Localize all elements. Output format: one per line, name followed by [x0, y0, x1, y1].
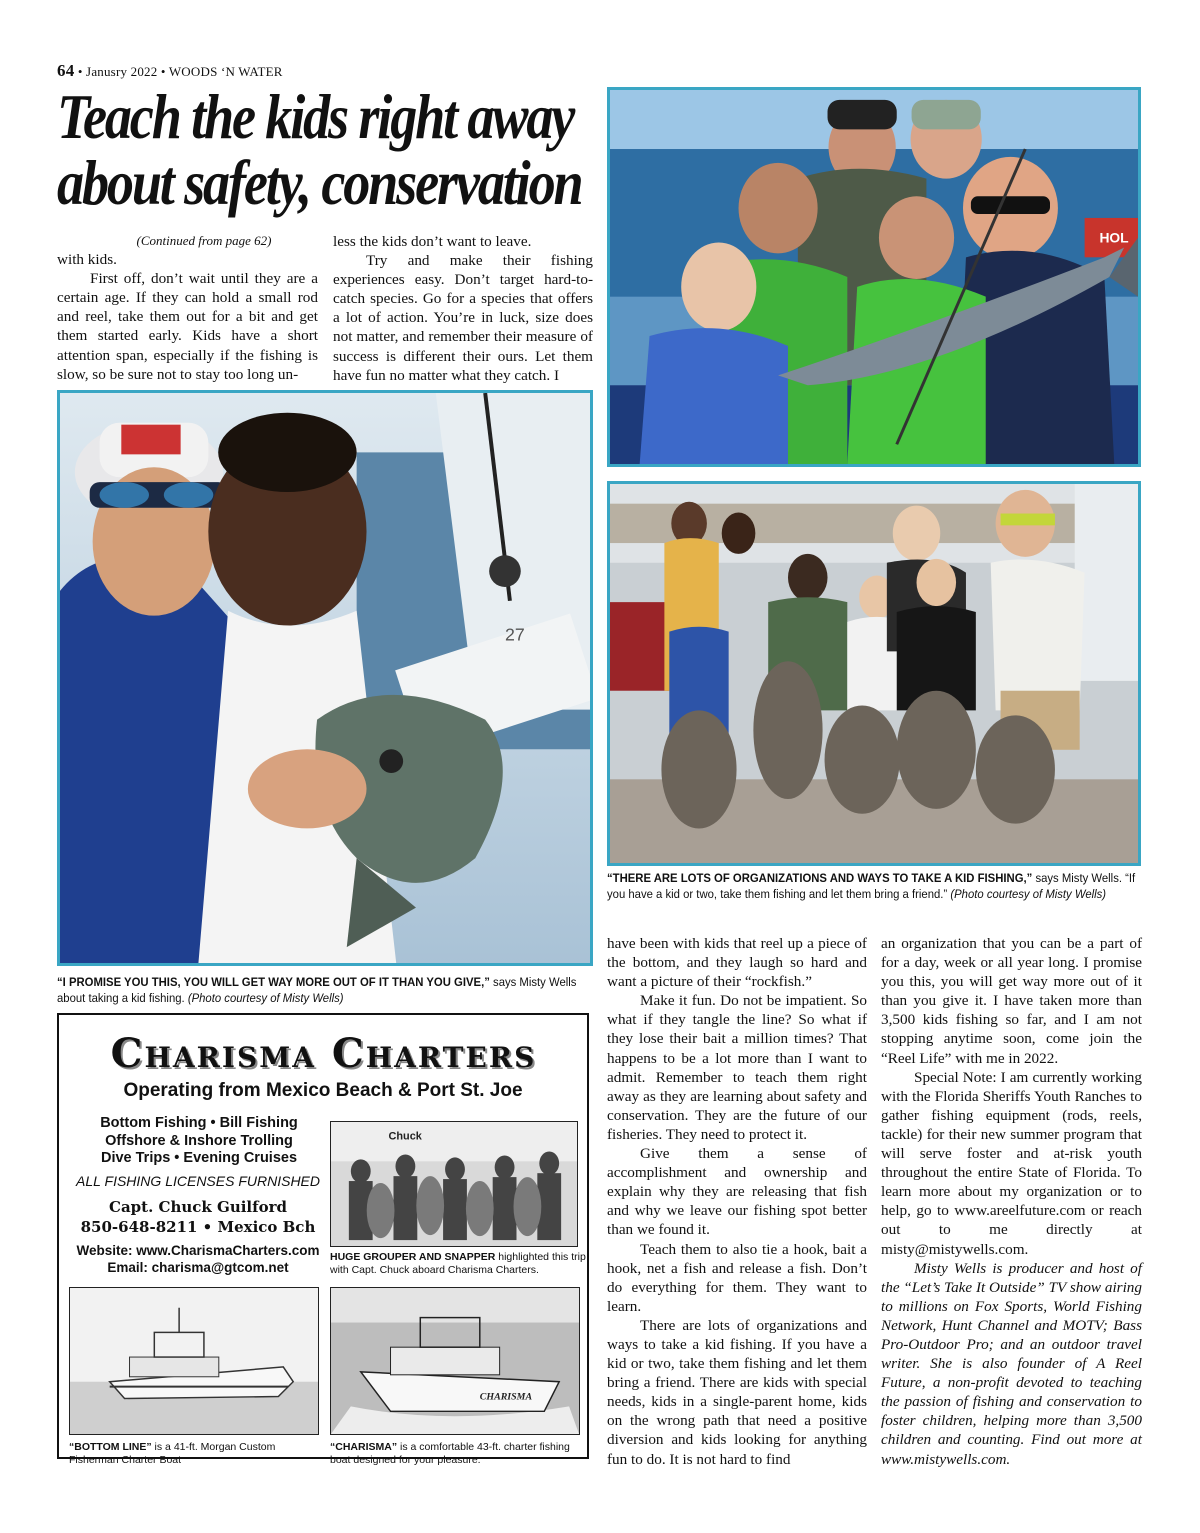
author-bio: Misty Wells is producer and host of the “Let’s Take It Outside” TV show airing to millions on Fox Sports, World Fishing Network, Hunt Channel and MOTV; Bass Pro-Outdoor Pro; and an outdoor travel writer. She is also founder of A Reel Future, a non-profit devoted to teaching the passion of fishing and conservation to foster children, helping more than 3,500 children and counting. Find out more at www.mistywells.com.	[881, 1259, 1142, 1468]
paragraph: Special Note: I am currently working with the Florida Sheriffs Youth Ranches to gather fishing equipment (rods, reels, tackle) for their new summer program that will serve foster and at-risk youth throughout the entire State of Florida. To learn more about my organization or to help, go to www.areelfuture.com or reach out to me directly at misty@mistywells.com.	[881, 1068, 1142, 1258]
photo-kids-with-fish-strings	[607, 481, 1141, 866]
paragraph: Teach them to also tie a hook, bait a hook, net a fish and release a fish. Don’t do everything for them. They want to learn.	[607, 1240, 867, 1315]
caption-right-text: says Misty Wells. “If you have a kid or two, take them fishing and let them bring a friend.”	[607, 871, 1136, 901]
ad-title: Charisma Charters	[110, 1030, 537, 1077]
ad-photo-bottom-line-boat	[69, 1287, 319, 1435]
ad-caption-grouper-text: highlighted this trip with Capt. Chuck aboard Charisma Charters.	[330, 1251, 586, 1276]
caption-right	[607, 870, 1143, 902]
paragraph: First off, don’t wait until they are a certain age. If they can hold a small rod and reel, take them out for a bit and get them started early. Kids have a short attention span, especially if the fishing is slow, so be sure not to stay too long un-	[57, 270, 318, 383]
ad-email: Email: charisma@gtcom.net	[107, 1260, 289, 1275]
ad-service-line: Dive Trips • Evening Cruises	[100, 1150, 298, 1166]
photo-man-and-boy-with-fish	[57, 390, 593, 966]
paragraph: less the kids don’t want to leave.	[333, 233, 532, 250]
caption-right-quote: “THERE ARE LOTS OF ORGANIZATIONS AND WAYS TO TAKE A KID FISHING,”	[607, 871, 1033, 885]
ad-boat-hull-name: CHARISMA	[479, 1391, 533, 1403]
folio	[57, 61, 283, 81]
ad-caption-bottom-line-bold: “BOTTOM LINE”	[69, 1441, 152, 1453]
ad-photo-charisma-boat	[330, 1287, 580, 1435]
article-column-2	[333, 232, 593, 385]
ad-subtitle: Operating from Mexico Beach & Port St. Joe	[123, 1080, 523, 1101]
continued-note: (Continued from page 62)	[136, 233, 272, 248]
article-column-1	[57, 231, 318, 384]
ad-photo-grouper-catch	[330, 1121, 578, 1247]
folio-issue: • Janusry 2022 • WOODS ‘N WATER	[74, 64, 283, 79]
ad-caption-charisma-text: is a comfortable 43-ft. charter fishing boat designed for your pleasure.	[330, 1441, 570, 1466]
paragraph: an organization that you can be a part of for a day, week or all year long. I promise you this, you will get way more out of it than you give it. I have taken more than 3,500 kids fishing so far, and I am not stopping anytime soon, come join the “Reel Life” with me in 2022.	[881, 935, 1142, 1067]
ad-service-line: Bottom Fishing • Bill Fishing	[100, 1115, 298, 1131]
article-column-4	[881, 934, 1142, 1469]
ad-captain-name: Capt. Chuck Guilford	[109, 1198, 287, 1216]
caption-left-quote: “I PROMISE YOU THIS, YOU WILL GET WAY MORE OUT OF IT THAN YOU GIVE,”	[57, 975, 490, 989]
headline-line-1: Teach the kids right away	[57, 82, 574, 152]
paragraph: have been with kids that reel up a piece of the bottom, and they laugh so hard and want a picture of their “rockfish.”	[607, 935, 867, 991]
ad-caption-charisma	[330, 1441, 586, 1467]
page-number: 64	[57, 61, 75, 80]
ad-photo-label: Chuck	[388, 1130, 422, 1143]
ad-captain-block	[63, 1197, 333, 1237]
headline	[57, 82, 582, 218]
ad-caption-charisma-bold: “CHARISMA”	[330, 1441, 398, 1453]
caption-left-text: says Misty Wells about taking a kid fishing.	[57, 975, 577, 1005]
paragraph: Give them a sense of accomplishment and ownership and explain why they are releasing that fish and why we leave our fishing spot better than we found it.	[607, 1145, 867, 1239]
ad-phone: 850-648-8211 • Mexico Bch	[80, 1218, 316, 1236]
paragraph: There are lots of organizations and ways to take a kid fishing. If you have a kid or two, take them fishing and let them bring a friend. There are kids with special needs, kids in a single-parent home, kids on the wrong path that need a positive diversion and kids looking for anything fun to do. It is not hard to find	[607, 1316, 867, 1468]
caption-left-credit: (Photo courtesy of Misty Wells)	[187, 991, 344, 1005]
boat-sign-text: HOL	[1099, 229, 1129, 246]
ad-caption-grouper	[330, 1251, 586, 1277]
paragraph: Try and make their fishing experiences easy. Don’t target hard-to-catch species. Go for a species that offers a lot of action. You’re in luck, size does not matter, and remember their measure of success is different their ours. Let them have fun no matter what they catch. I	[333, 252, 593, 384]
ad-caption-bottom-line	[69, 1441, 324, 1467]
article-column-3	[607, 934, 867, 1469]
hull-number: 27	[504, 624, 525, 645]
ad-licenses: ALL FISHING LICENSES FURNISHED	[75, 1173, 321, 1189]
ad-contact	[63, 1242, 333, 1276]
caption-right-credit: (Photo courtesy of Misty Wells)	[950, 887, 1107, 901]
charisma-charters-ad	[57, 1013, 589, 1466]
headline-line-2: about safety, conservation	[57, 148, 582, 218]
caption-left	[57, 974, 591, 1006]
paragraph: Make it fun. Do not be impatient. So what if they tangle the line? So what if they lose their bait a million times? That happens to be a lot more than I want to admit. Remember to teach them right away as they are learning about safety and conservation. They are the future of our fisheries. They need to protect it.	[607, 992, 867, 1143]
ad-caption-grouper-bold: HUGE GROUPER AND SNAPPER	[330, 1251, 496, 1263]
ad-caption-bottom-line-text: is a 41-ft. Morgan Custom Fisherman Charter Boat	[69, 1441, 276, 1466]
ad-services	[79, 1115, 319, 1168]
ad-website: Website: www.CharismaCharters.com	[76, 1243, 320, 1258]
photo-group-with-kingfish	[607, 87, 1141, 467]
ad-service-line: Offshore & Inshore Trolling	[105, 1132, 293, 1149]
paragraph: with kids.	[57, 251, 117, 269]
